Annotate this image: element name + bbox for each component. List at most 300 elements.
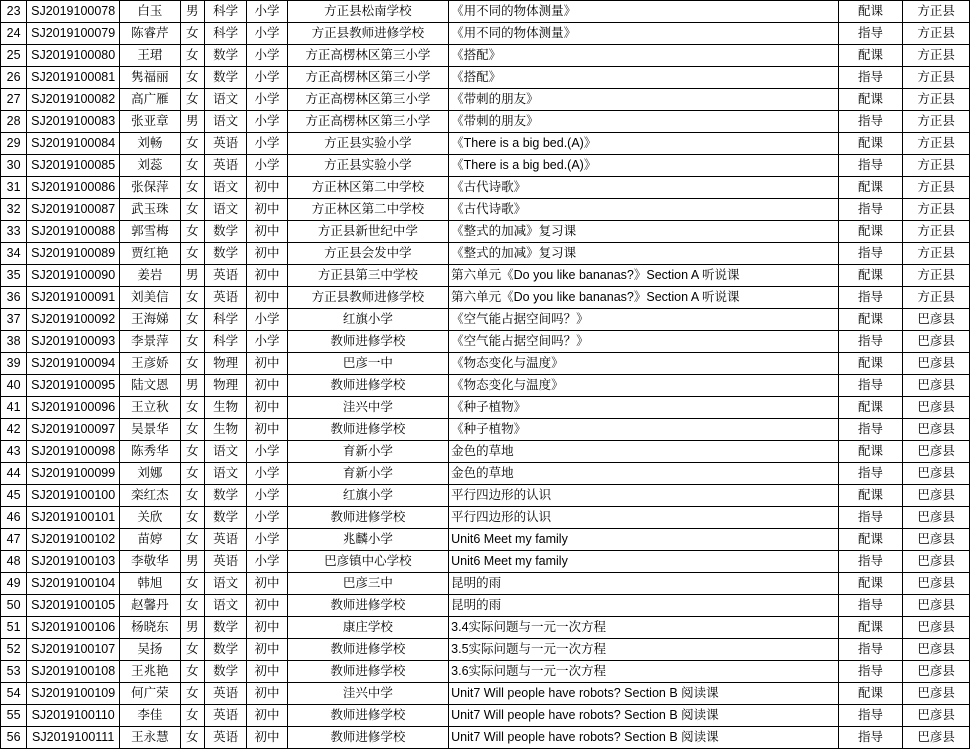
cell-code: SJ2019100086	[27, 177, 120, 199]
cell-region: 方正县	[903, 221, 970, 243]
cell-code: SJ2019100111	[27, 727, 120, 749]
cell-code: SJ2019100107	[27, 639, 120, 661]
table-row	[1, 375, 970, 397]
cell-subject: 语文	[204, 573, 246, 595]
cell-name: 何广荣	[120, 683, 181, 705]
cell-school: 巴彦一中	[287, 353, 449, 375]
cell-code: SJ2019100102	[27, 529, 120, 551]
cell-code: SJ2019100078	[27, 1, 120, 23]
cell-type: 配课	[838, 617, 903, 639]
cell-stage: 初中	[247, 727, 287, 749]
cell-code: SJ2019100110	[27, 705, 120, 727]
cell-region: 方正县	[903, 133, 970, 155]
cell-school: 方正林区第二中学校	[287, 177, 449, 199]
cell-code: SJ2019100090	[27, 265, 120, 287]
cell-sex: 男	[180, 551, 204, 573]
cell-school: 教师进修学校	[287, 639, 449, 661]
cell-stage: 小学	[247, 23, 287, 45]
cell-code: SJ2019100084	[27, 133, 120, 155]
table-row	[1, 133, 970, 155]
table-row	[1, 177, 970, 199]
cell-subject: 英语	[204, 265, 246, 287]
cell-topic: 3.4实际问题与一元一次方程	[449, 617, 839, 639]
cell-region: 方正县	[903, 67, 970, 89]
cell-name: 高广雁	[120, 89, 181, 111]
cell-school: 康庄学校	[287, 617, 449, 639]
cell-name: 白玉	[120, 1, 181, 23]
cell-type: 配课	[838, 133, 903, 155]
cell-index: 43	[1, 441, 27, 463]
cell-type: 指导	[838, 287, 903, 309]
cell-type: 指导	[838, 463, 903, 485]
cell-name: 刘娜	[120, 463, 181, 485]
cell-topic: 平行四边形的认识	[449, 507, 839, 529]
cell-code: SJ2019100094	[27, 353, 120, 375]
cell-school: 兆麟小学	[287, 529, 449, 551]
cell-school: 方正县教师进修学校	[287, 23, 449, 45]
cell-topic: 昆明的雨	[449, 573, 839, 595]
cell-school: 方正县教师进修学校	[287, 287, 449, 309]
cell-name: 吴景华	[120, 419, 181, 441]
cell-topic: 《整式的加减》复习课	[449, 221, 839, 243]
cell-code: SJ2019100101	[27, 507, 120, 529]
cell-school: 教师进修学校	[287, 375, 449, 397]
cell-school: 巴彦三中	[287, 573, 449, 595]
cell-code: SJ2019100095	[27, 375, 120, 397]
cell-topic: 《带刺的朋友》	[449, 111, 839, 133]
cell-subject: 语文	[204, 595, 246, 617]
cell-region: 巴彦县	[903, 573, 970, 595]
cell-school: 方正高楞林区第三小学	[287, 45, 449, 67]
table-row	[1, 331, 970, 353]
cell-type: 指导	[838, 331, 903, 353]
cell-region: 方正县	[903, 199, 970, 221]
cell-school: 育新小学	[287, 463, 449, 485]
cell-index: 54	[1, 683, 27, 705]
cell-topic: 金色的草地	[449, 463, 839, 485]
cell-subject: 数学	[204, 639, 246, 661]
cell-name: 苗婷	[120, 529, 181, 551]
cell-index: 52	[1, 639, 27, 661]
cell-topic: 《物态变化与温度》	[449, 375, 839, 397]
cell-sex: 女	[180, 441, 204, 463]
cell-sex: 男	[180, 1, 204, 23]
cell-region: 方正县	[903, 287, 970, 309]
cell-region: 巴彦县	[903, 595, 970, 617]
cell-type: 配课	[838, 309, 903, 331]
cell-region: 方正县	[903, 155, 970, 177]
cell-name: 王永慧	[120, 727, 181, 749]
cell-sex: 女	[180, 485, 204, 507]
cell-name: 武玉珠	[120, 199, 181, 221]
cell-region: 巴彦县	[903, 551, 970, 573]
cell-school: 红旗小学	[287, 309, 449, 331]
cell-stage: 小学	[247, 155, 287, 177]
cell-type: 指导	[838, 507, 903, 529]
cell-subject: 语文	[204, 111, 246, 133]
table-row	[1, 727, 970, 749]
cell-type: 配课	[838, 221, 903, 243]
cell-subject: 数学	[204, 507, 246, 529]
cell-name: 韩旭	[120, 573, 181, 595]
cell-index: 34	[1, 243, 27, 265]
cell-index: 40	[1, 375, 27, 397]
cell-topic: 《There is a big bed.(A)》	[449, 133, 839, 155]
cell-code: SJ2019100079	[27, 23, 120, 45]
cell-topic: 《用不同的物体测量》	[449, 23, 839, 45]
cell-sex: 女	[180, 89, 204, 111]
cell-topic: 《种子植物》	[449, 419, 839, 441]
cell-region: 方正县	[903, 177, 970, 199]
cell-code: SJ2019100108	[27, 661, 120, 683]
cell-topic: 昆明的雨	[449, 595, 839, 617]
cell-stage: 初中	[247, 573, 287, 595]
table-body	[1, 1, 970, 749]
cell-code: SJ2019100096	[27, 397, 120, 419]
cell-code: SJ2019100099	[27, 463, 120, 485]
cell-school: 教师进修学校	[287, 705, 449, 727]
cell-type: 指导	[838, 111, 903, 133]
cell-region: 巴彦县	[903, 441, 970, 463]
cell-sex: 女	[180, 23, 204, 45]
cell-sex: 男	[180, 375, 204, 397]
cell-region: 方正县	[903, 1, 970, 23]
cell-school: 方正林区第二中学校	[287, 199, 449, 221]
cell-stage: 初中	[247, 419, 287, 441]
cell-stage: 小学	[247, 441, 287, 463]
cell-stage: 小学	[247, 309, 287, 331]
table-row	[1, 705, 970, 727]
cell-index: 48	[1, 551, 27, 573]
cell-type: 指导	[838, 705, 903, 727]
cell-stage: 小学	[247, 529, 287, 551]
cell-sex: 女	[180, 133, 204, 155]
cell-index: 28	[1, 111, 27, 133]
cell-subject: 科学	[204, 1, 246, 23]
cell-type: 指导	[838, 595, 903, 617]
cell-index: 51	[1, 617, 27, 639]
cell-region: 巴彦县	[903, 309, 970, 331]
cell-name: 王立秋	[120, 397, 181, 419]
cell-sex: 女	[180, 287, 204, 309]
cell-stage: 初中	[247, 595, 287, 617]
cell-sex: 女	[180, 639, 204, 661]
cell-subject: 数学	[204, 243, 246, 265]
cell-stage: 初中	[247, 265, 287, 287]
cell-stage: 小学	[247, 507, 287, 529]
cell-type: 配课	[838, 485, 903, 507]
cell-region: 巴彦县	[903, 661, 970, 683]
cell-index: 26	[1, 67, 27, 89]
cell-name: 刘蕊	[120, 155, 181, 177]
cell-type: 配课	[838, 1, 903, 23]
cell-stage: 小学	[247, 551, 287, 573]
cell-topic: Unit6 Meet my family	[449, 529, 839, 551]
cell-name: 张亚章	[120, 111, 181, 133]
cell-topic: 《搭配》	[449, 67, 839, 89]
cell-sex: 女	[180, 529, 204, 551]
cell-sex: 女	[180, 705, 204, 727]
cell-sex: 女	[180, 45, 204, 67]
cell-subject: 英语	[204, 133, 246, 155]
cell-region: 巴彦县	[903, 375, 970, 397]
table-row	[1, 309, 970, 331]
cell-stage: 初中	[247, 683, 287, 705]
table-row	[1, 155, 970, 177]
table-row	[1, 529, 970, 551]
cell-sex: 女	[180, 177, 204, 199]
cell-name: 王兆艳	[120, 661, 181, 683]
cell-region: 巴彦县	[903, 705, 970, 727]
cell-topic: 《古代诗歌》	[449, 199, 839, 221]
cell-name: 李景萍	[120, 331, 181, 353]
cell-subject: 英语	[204, 155, 246, 177]
cell-subject: 数学	[204, 485, 246, 507]
cell-name: 赵馨丹	[120, 595, 181, 617]
cell-name: 王彦娇	[120, 353, 181, 375]
cell-type: 配课	[838, 441, 903, 463]
cell-subject: 英语	[204, 727, 246, 749]
cell-topic: 《古代诗歌》	[449, 177, 839, 199]
cell-region: 巴彦县	[903, 617, 970, 639]
table-row	[1, 23, 970, 45]
cell-code: SJ2019100087	[27, 199, 120, 221]
cell-school: 教师进修学校	[287, 661, 449, 683]
cell-index: 38	[1, 331, 27, 353]
cell-type: 配课	[838, 89, 903, 111]
cell-index: 36	[1, 287, 27, 309]
table-row	[1, 573, 970, 595]
cell-code: SJ2019100080	[27, 45, 120, 67]
cell-subject: 语文	[204, 441, 246, 463]
cell-code: SJ2019100089	[27, 243, 120, 265]
cell-school: 方正县实验小学	[287, 155, 449, 177]
table-row	[1, 397, 970, 419]
cell-name: 郭雪梅	[120, 221, 181, 243]
cell-sex: 男	[180, 265, 204, 287]
cell-index: 33	[1, 221, 27, 243]
cell-region: 方正县	[903, 111, 970, 133]
cell-region: 方正县	[903, 265, 970, 287]
cell-code: SJ2019100106	[27, 617, 120, 639]
cell-index: 29	[1, 133, 27, 155]
cell-region: 巴彦县	[903, 485, 970, 507]
cell-index: 31	[1, 177, 27, 199]
cell-type: 配课	[838, 397, 903, 419]
cell-subject: 语文	[204, 199, 246, 221]
cell-name: 王海娣	[120, 309, 181, 331]
table-row	[1, 45, 970, 67]
cell-type: 配课	[838, 353, 903, 375]
cell-type: 指导	[838, 727, 903, 749]
cell-topic: 平行四边形的认识	[449, 485, 839, 507]
cell-stage: 小学	[247, 133, 287, 155]
cell-region: 巴彦县	[903, 353, 970, 375]
cell-topic: 《空气能占据空间吗？》	[449, 331, 839, 353]
cell-name: 李佳	[120, 705, 181, 727]
table-row	[1, 265, 970, 287]
cell-stage: 小学	[247, 67, 287, 89]
cell-topic: 第六单元《Do you like bananas?》Section A 听说课	[449, 287, 839, 309]
cell-type: 配课	[838, 45, 903, 67]
table-row	[1, 617, 970, 639]
cell-stage: 小学	[247, 89, 287, 111]
cell-topic: 3.6实际问题与一元一次方程	[449, 661, 839, 683]
cell-region: 巴彦县	[903, 727, 970, 749]
cell-index: 47	[1, 529, 27, 551]
cell-stage: 初中	[247, 199, 287, 221]
table-row	[1, 67, 970, 89]
cell-stage: 小学	[247, 1, 287, 23]
cell-sex: 男	[180, 111, 204, 133]
cell-name: 陈睿芹	[120, 23, 181, 45]
cell-stage: 初中	[247, 639, 287, 661]
cell-sex: 女	[180, 331, 204, 353]
cell-topic: Unit7 Will people have robots? Section B 阅读课	[449, 727, 839, 749]
cell-sex: 男	[180, 617, 204, 639]
cell-subject: 物理	[204, 375, 246, 397]
cell-topic: 金色的草地	[449, 441, 839, 463]
cell-index: 35	[1, 265, 27, 287]
cell-subject: 数学	[204, 661, 246, 683]
cell-sex: 女	[180, 419, 204, 441]
cell-subject: 语文	[204, 89, 246, 111]
cell-region: 方正县	[903, 23, 970, 45]
cell-type: 指导	[838, 67, 903, 89]
cell-region: 方正县	[903, 45, 970, 67]
cell-topic: 《整式的加减》复习课	[449, 243, 839, 265]
table-row	[1, 595, 970, 617]
cell-stage: 初中	[247, 353, 287, 375]
table-row	[1, 441, 970, 463]
cell-index: 41	[1, 397, 27, 419]
cell-name: 贾红艳	[120, 243, 181, 265]
cell-school: 方正县会发中学	[287, 243, 449, 265]
cell-topic: Unit7 Will people have robots? Section B 阅读课	[449, 683, 839, 705]
cell-index: 30	[1, 155, 27, 177]
table-row	[1, 1, 970, 23]
cell-code: SJ2019100098	[27, 441, 120, 463]
cell-subject: 科学	[204, 309, 246, 331]
cell-code: SJ2019100100	[27, 485, 120, 507]
cell-name: 李敬华	[120, 551, 181, 573]
cell-sex: 女	[180, 661, 204, 683]
cell-name: 杨晓东	[120, 617, 181, 639]
cell-code: SJ2019100097	[27, 419, 120, 441]
cell-region: 巴彦县	[903, 639, 970, 661]
cell-name: 王珺	[120, 45, 181, 67]
cell-stage: 小学	[247, 331, 287, 353]
cell-subject: 英语	[204, 287, 246, 309]
cell-school: 方正县松南学校	[287, 1, 449, 23]
cell-sex: 女	[180, 155, 204, 177]
cell-code: SJ2019100092	[27, 309, 120, 331]
cell-school: 巴彦镇中心学校	[287, 551, 449, 573]
cell-type: 指导	[838, 551, 903, 573]
cell-stage: 初中	[247, 221, 287, 243]
cell-index: 37	[1, 309, 27, 331]
cell-school: 方正县新世纪中学	[287, 221, 449, 243]
table-row	[1, 89, 970, 111]
cell-sex: 女	[180, 683, 204, 705]
cell-stage: 小学	[247, 463, 287, 485]
cell-sex: 女	[180, 309, 204, 331]
cell-sex: 女	[180, 67, 204, 89]
cell-name: 刘美信	[120, 287, 181, 309]
cell-code: SJ2019100104	[27, 573, 120, 595]
cell-type: 配课	[838, 683, 903, 705]
cell-index: 56	[1, 727, 27, 749]
cell-index: 45	[1, 485, 27, 507]
cell-index: 44	[1, 463, 27, 485]
cell-type: 配课	[838, 265, 903, 287]
cell-school: 红旗小学	[287, 485, 449, 507]
cell-school: 教师进修学校	[287, 507, 449, 529]
cell-sex: 女	[180, 595, 204, 617]
cell-school: 教师进修学校	[287, 419, 449, 441]
cell-stage: 初中	[247, 177, 287, 199]
table-row	[1, 551, 970, 573]
cell-school: 教师进修学校	[287, 595, 449, 617]
cell-stage: 初中	[247, 705, 287, 727]
cell-school: 方正高楞林区第三小学	[287, 111, 449, 133]
cell-school: 洼兴中学	[287, 683, 449, 705]
cell-subject: 数学	[204, 67, 246, 89]
cell-subject: 英语	[204, 551, 246, 573]
cell-index: 50	[1, 595, 27, 617]
table-row	[1, 661, 970, 683]
cell-subject: 数学	[204, 45, 246, 67]
cell-region: 方正县	[903, 243, 970, 265]
cell-code: SJ2019100082	[27, 89, 120, 111]
cell-topic: 《There is a big bed.(A)》	[449, 155, 839, 177]
cell-subject: 数学	[204, 221, 246, 243]
cell-region: 巴彦县	[903, 529, 970, 551]
cell-name: 刘畅	[120, 133, 181, 155]
cell-school: 方正县第三中学校	[287, 265, 449, 287]
cell-subject: 英语	[204, 683, 246, 705]
cell-index: 23	[1, 1, 27, 23]
cell-type: 指导	[838, 199, 903, 221]
cell-topic: Unit6 Meet my family	[449, 551, 839, 573]
table-row	[1, 199, 970, 221]
cell-school: 方正高楞林区第三小学	[287, 67, 449, 89]
cell-index: 24	[1, 23, 27, 45]
cell-code: SJ2019100085	[27, 155, 120, 177]
cell-code: SJ2019100088	[27, 221, 120, 243]
cell-region: 巴彦县	[903, 463, 970, 485]
cell-subject: 生物	[204, 419, 246, 441]
cell-type: 指导	[838, 155, 903, 177]
cell-stage: 小学	[247, 111, 287, 133]
cell-topic: 《空气能占据空间吗？》	[449, 309, 839, 331]
cell-sex: 女	[180, 727, 204, 749]
cell-stage: 初中	[247, 617, 287, 639]
cell-topic: 《搭配》	[449, 45, 839, 67]
cell-type: 指导	[838, 419, 903, 441]
cell-code: SJ2019100093	[27, 331, 120, 353]
cell-index: 55	[1, 705, 27, 727]
cell-sex: 女	[180, 199, 204, 221]
table-row	[1, 507, 970, 529]
table-row	[1, 243, 970, 265]
cell-subject: 数学	[204, 617, 246, 639]
cell-topic: 《种子植物》	[449, 397, 839, 419]
cell-school: 洼兴中学	[287, 397, 449, 419]
cell-sex: 女	[180, 507, 204, 529]
cell-index: 53	[1, 661, 27, 683]
cell-school: 教师进修学校	[287, 331, 449, 353]
